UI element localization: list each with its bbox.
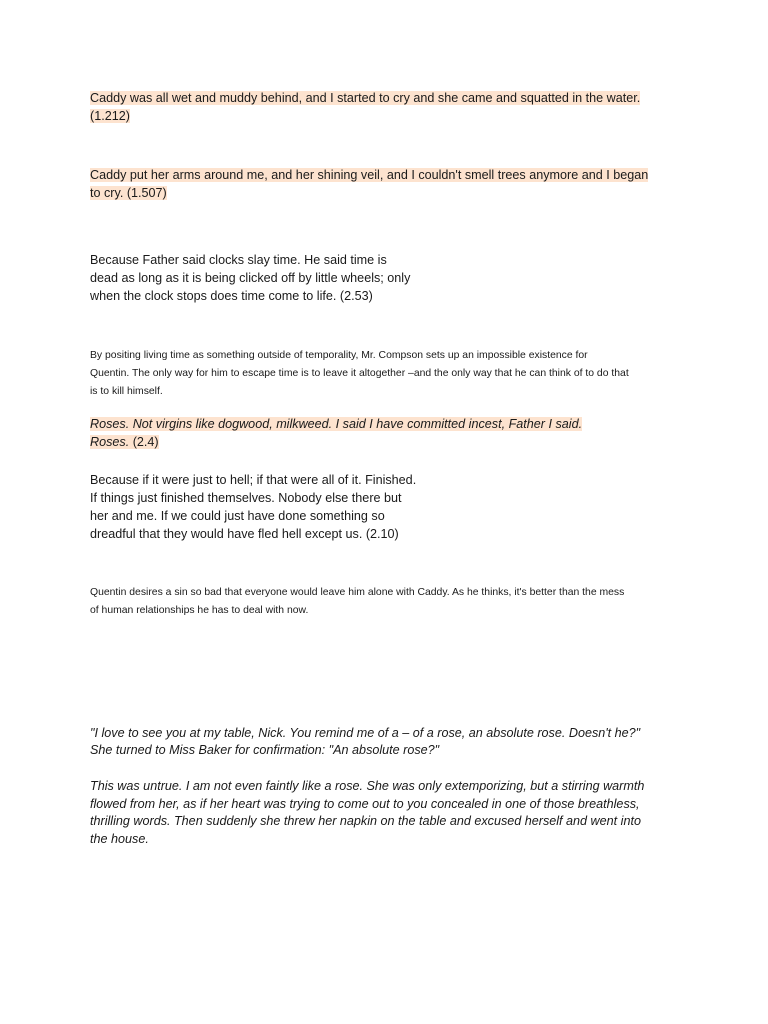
quote-line: the house.: [90, 831, 149, 846]
quote-citation: (2.4): [129, 434, 159, 449]
quote-gatsby-rose: [90, 725, 640, 759]
quote-line: dreadful that they would have fled hell except us. (2.10): [90, 527, 399, 541]
quote-line: Roses.: [90, 434, 130, 449]
quote-line: her and me. If we could just have done something so: [90, 509, 385, 523]
quote-line: She turned to Miss Baker for confirmation: "An absolute rose?": [90, 743, 440, 757]
quote-line: when the clock stops does time come to life. (2.53): [90, 289, 373, 303]
commentary-line: is to kill himself.: [90, 386, 163, 398]
quote-line: dead as long as it is being clicked off by little wheels; only: [90, 271, 411, 285]
quote-roses: [90, 416, 582, 451]
quote-line: Because Father said clocks slay time. He said time is: [90, 253, 387, 267]
commentary-line: of human relationships he has to deal with now.: [90, 605, 309, 617]
quote-line: If things just finished themselves. Nobody else there but: [90, 491, 402, 505]
quote-caddy-veil: [90, 167, 648, 202]
commentary-living-time: [90, 347, 629, 402]
commentary-line: Quentin desires a sin so bad that everyone would leave him alone with Caddy. As he thinks, it's better than the mess: [90, 587, 625, 598]
commentary-line: By positing living time as something outside of temporality, Mr. Compson sets up an impossible existence for: [90, 350, 588, 361]
quote-caddy-wet: [90, 90, 640, 125]
quote-line: "I love to see you at my table, Nick. You remind me of a – of a rose, an absolute rose. Doesn't he?": [90, 726, 641, 740]
quote-gatsby-untrue: [90, 778, 644, 848]
quote-line: Caddy put her arms around me, and her shining veil, and I couldn't smell trees anymore and I began: [90, 168, 649, 182]
quote-line: Because if it were just to hell; if that were all of it. Finished.: [90, 473, 417, 487]
quote-line: Roses. Not virgins like dogwood, milkweed. I said I have committed incest, Father I said.: [90, 417, 583, 431]
quote-clocks: [90, 251, 410, 305]
commentary-line: Quentin. The only way for him to escape time is to leave it altogether –and the only way that he can think of to do that: [90, 368, 629, 380]
quote-line: Caddy was all wet and muddy behind, and I started to cry and she came and squatted in the water.: [90, 91, 641, 105]
quote-citation: (1.212): [90, 108, 130, 123]
quote-line: to cry. (1.507): [90, 185, 167, 200]
quote-line: flowed from her, as if her heart was trying to come out to you concealed in one of those breathless,: [90, 796, 640, 811]
quote-line: thrilling words. Then suddenly she threw her napkin on the table and excused herself and went into: [90, 814, 641, 828]
commentary-sin: [90, 584, 624, 620]
quote-hell: [90, 471, 416, 543]
quote-line: This was untrue. I am not even faintly like a rose. She was only extemporizing, but a stirring warmth: [90, 779, 645, 793]
